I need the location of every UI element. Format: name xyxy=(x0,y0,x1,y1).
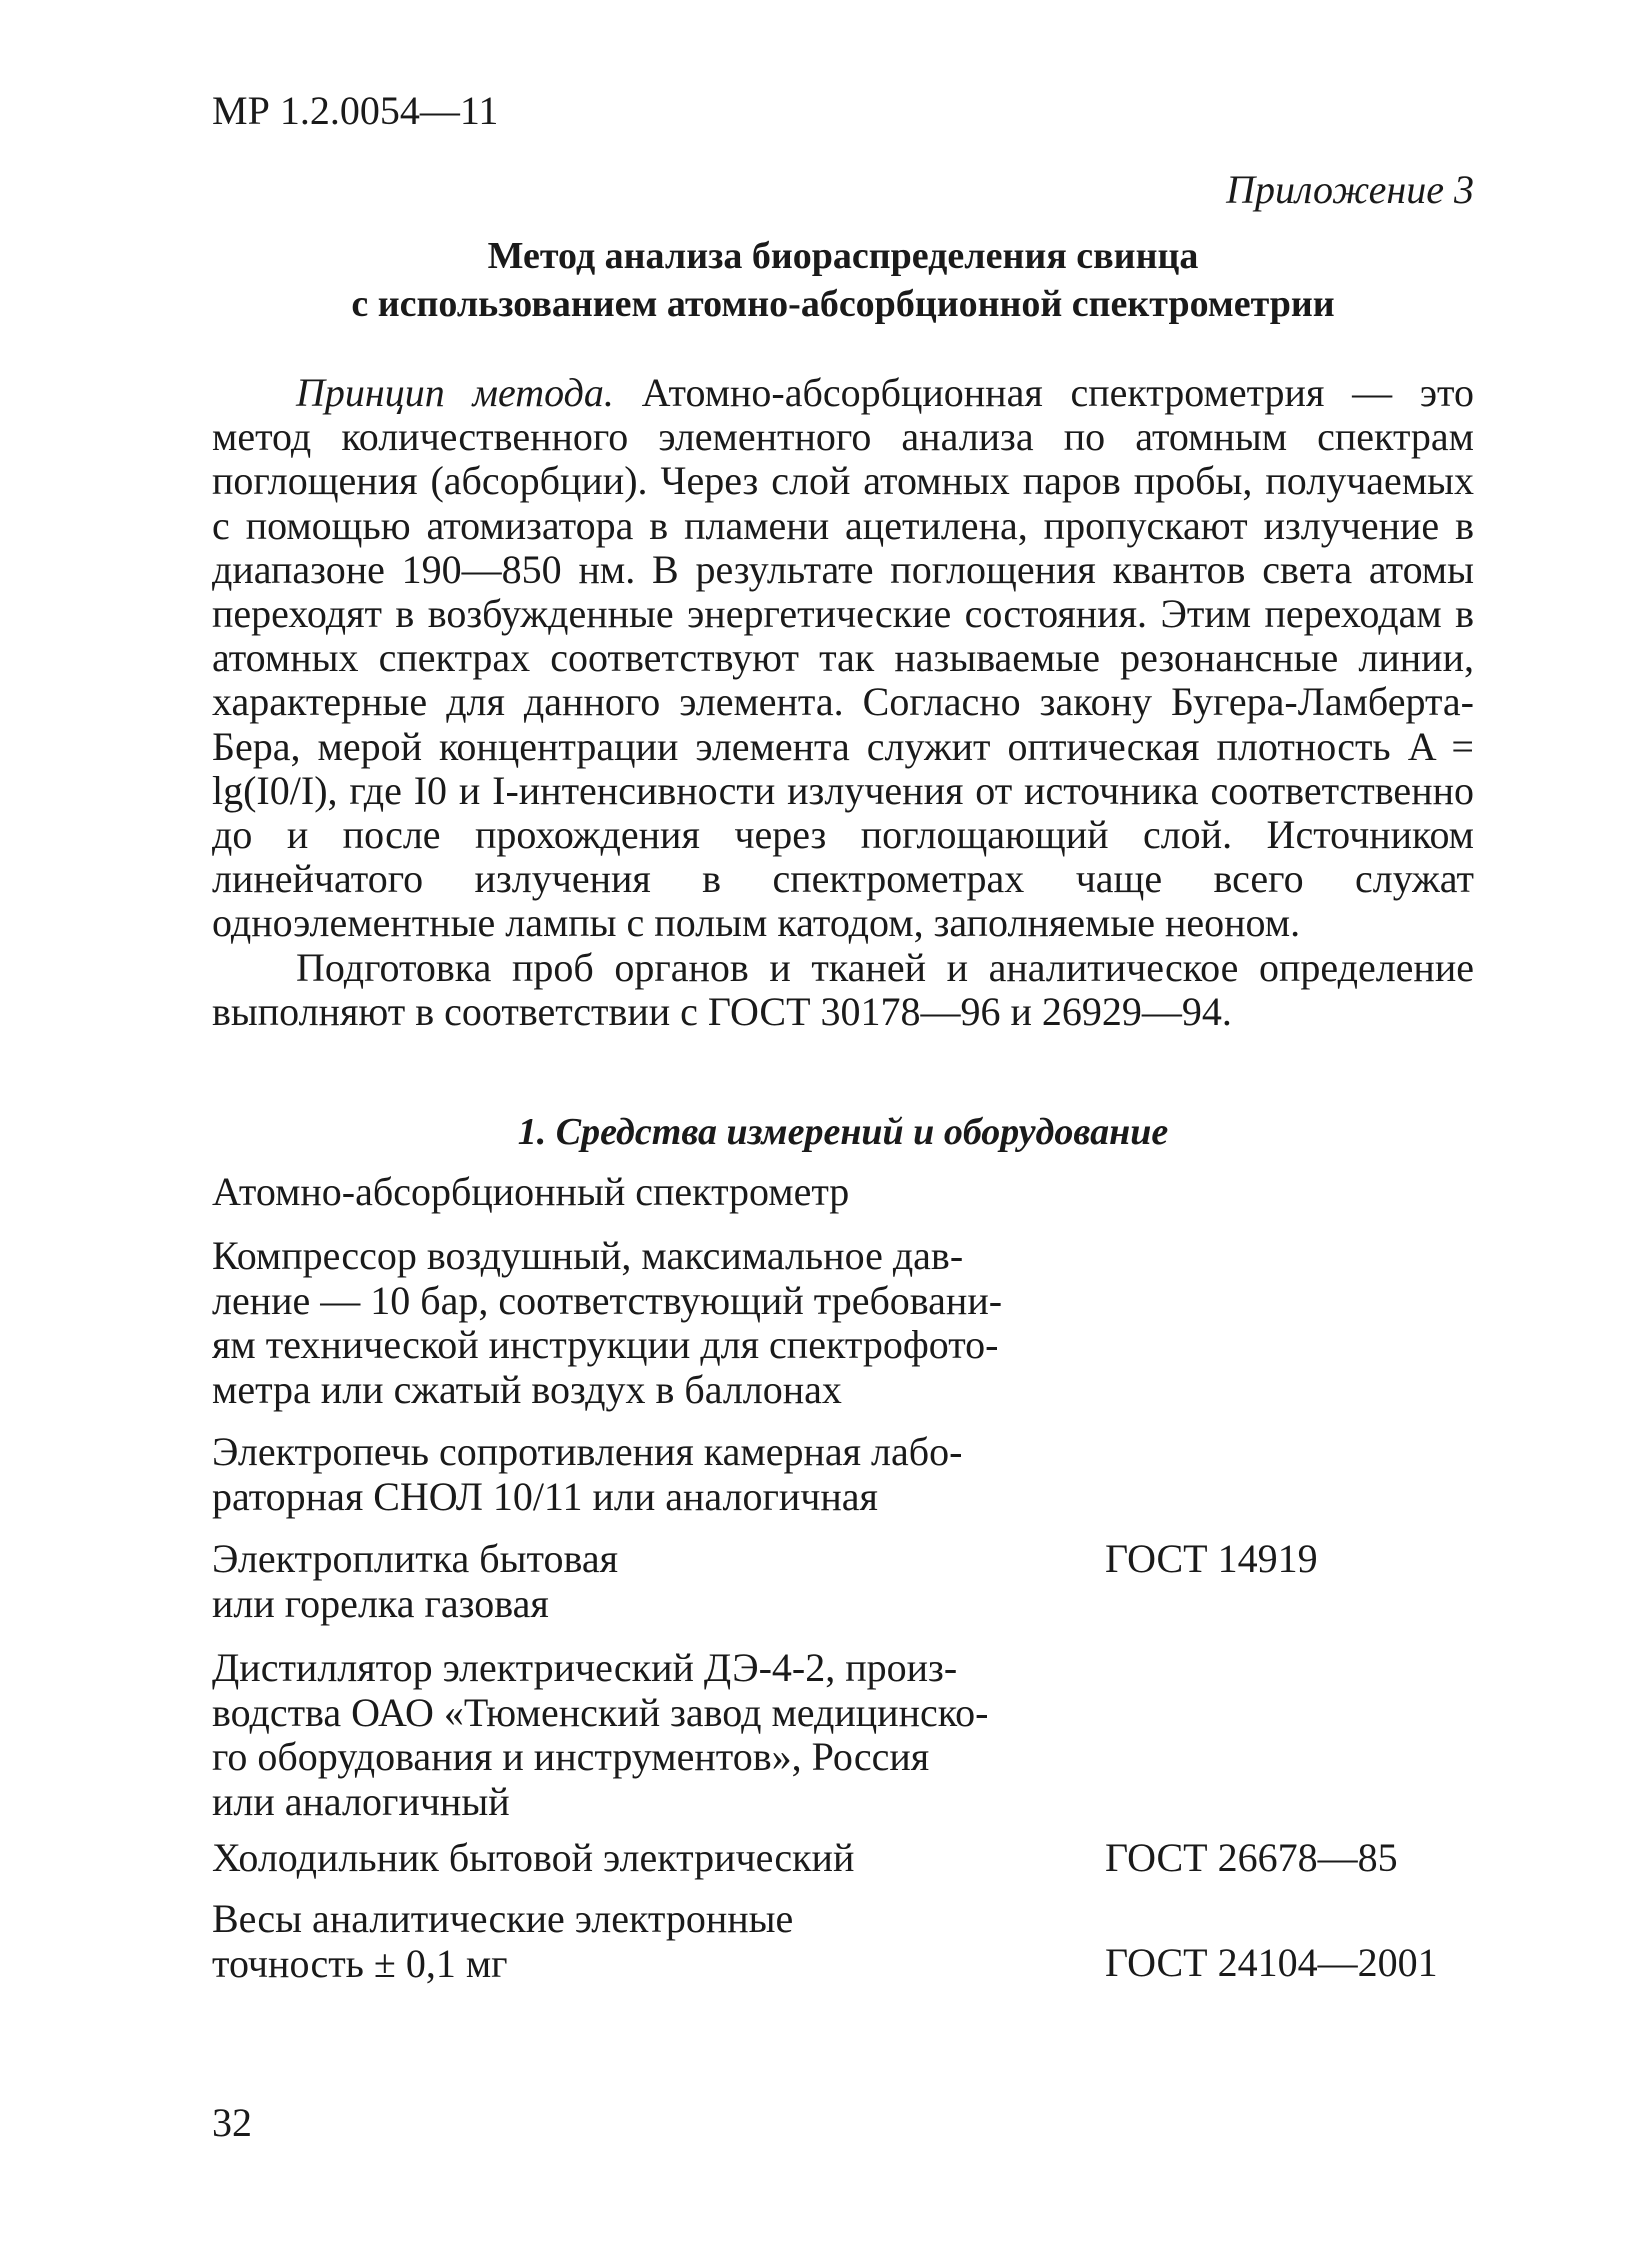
title-line-2: с использованием атомно-абсорбционной спектрометрии xyxy=(351,283,1335,325)
equipment-standard: ГОСТ 26678—85 xyxy=(1105,1835,1398,1880)
principle-text: Атомно-абсорбционная спектрометрия — это метод количественного элементного анализа по атомным спектрам поглощения (абсорбции). Через слой атомных паров пробы, получаемых с помощью атомизатора в пламени ацетилена, пропускают излучение в диапазоне 190—850 нм. В результате поглощения квантов света атомы переходят в возбужденные энергетические состояния. Этим переходам в атомных спектрах соответствуют так называемые резонансные линии, характерные для данного элемента. Согласно закону Бугера-Ламберта-Бера, мерой концентрации элемента служит оптическая плотность A = lg(I0/I), где I0 и I-интенсивности излучения от источника соответственно до и после прохождения через поглощающий слой. Источником линейчатого излучения в спектрометрах чаще всего служат одноэлементные лампы с полым катодом, заполняемые неоном. xyxy=(212,370,1474,946)
equipment-standard: ГОСТ 24104—2001 xyxy=(1105,1940,1438,1985)
document-code: МР 1.2.0054—11 xyxy=(212,88,499,133)
equipment-name: Электропечь сопротивления камерная лабо- раторная СНОЛ 10/11 или аналогичная xyxy=(212,1429,963,1519)
preparation-paragraph: Подготовка проб органов и тканей и аналитическое определение выполняют в соответствии с ГОСТ 30178—96 и 26929—94. xyxy=(212,944,1474,1034)
equipment-name: Электроплитка бытовая или горелка газовая xyxy=(212,1536,618,1626)
equipment-name: Весы аналитические электронные точность ± 0,1 мг xyxy=(212,1896,794,1986)
document-title xyxy=(212,232,1474,328)
principle-paragraph xyxy=(212,371,1474,946)
title-line-1: Метод анализа биораспределения свинца xyxy=(487,235,1199,277)
equipment-name: Холодильник бытовой электрический xyxy=(212,1835,855,1880)
equipment-name: Компрессор воздушный, максимальное дав- ление — 10 бар, соответствующий требовани- ям технической инструкции для спектрофото- метра или сжатый воздух в баллонах xyxy=(212,1233,1003,1412)
equipment-name: Дистиллятор электрический ДЭ-4-2, произ- водства ОАО «Тюменский завод медицинско- го оборудования и инструментов», Россия или аналогичный xyxy=(212,1645,989,1824)
principle-lead: Принцип метода. xyxy=(296,370,614,415)
body-text xyxy=(212,371,1474,1034)
appendix-label: Приложение 3 xyxy=(1226,167,1474,212)
page-number: 32 xyxy=(212,2100,252,2145)
equipment-standard: ГОСТ 14919 xyxy=(1105,1536,1318,1581)
section-title: 1. Средства измерений и оборудование xyxy=(517,1111,1169,1153)
equipment-name: Атомно-абсорбционный спектрометр xyxy=(212,1169,850,1214)
